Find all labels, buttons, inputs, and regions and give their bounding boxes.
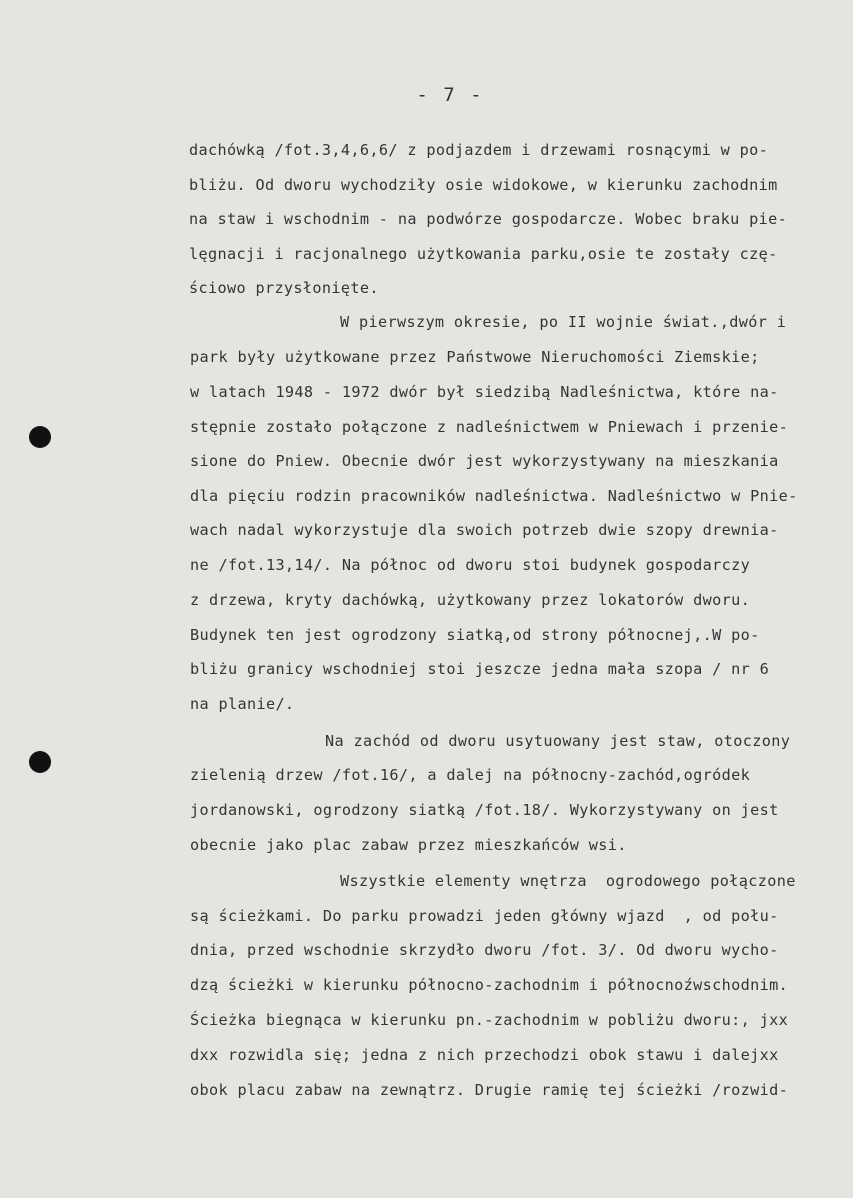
text-line: ściowo przysłonięte. bbox=[189, 279, 379, 297]
text-line: obok placu zabaw na zewnątrz. Drugie ramię tej ścieżki /rozwid- bbox=[190, 1081, 789, 1099]
text-line: w latach 1948 - 1972 dwór był siedzibą Nadleśnictwa, które na- bbox=[190, 383, 779, 401]
text-line: na staw i wschodnim - na podwórze gospodarcze. Wobec braku pie- bbox=[189, 210, 788, 228]
text-line: sione do Pniew. Obecnie dwór jest wykorzystywany na mieszkania bbox=[190, 452, 779, 470]
text-line: wach nadal wykorzystuje dla swoich potrzeb dwie szopy drewnia- bbox=[190, 521, 779, 539]
text-line: jordanowski, ogrodzony siatką /fot.18/. Wykorzystywany on jest bbox=[190, 801, 779, 819]
text-line: z drzewa, kryty dachówką, użytkowany przez lokatorów dworu. bbox=[190, 591, 751, 609]
text-line: dnia, przed wschodnie skrzydło dworu /fot. 3/. Od dworu wycho- bbox=[190, 941, 779, 959]
text-line: lęgnacji i racjonalnego użytkowania parku,osie te zostały czę- bbox=[189, 245, 778, 263]
text-line: W pierwszym okresie, po II wojnie świat.,dwór i bbox=[340, 313, 787, 331]
text-line: dzą ścieżki w kierunku północno-zachodnim i północnoźwschodnim. bbox=[190, 976, 789, 994]
text-line: dxx rozwidla się; jedna z nich przechodzi obok stawu i dalejxx bbox=[190, 1046, 779, 1064]
page-number: - 7 - bbox=[416, 84, 484, 106]
text-line: Ścieżka biegnąca w kierunku pn.-zachodnim w pobliżu dworu:, jxx bbox=[190, 1011, 789, 1029]
text-line: zielenią drzew /fot.16/, a dalej na północny-zachód,ogródek bbox=[190, 766, 751, 784]
text-line: bliżu. Od dworu wychodziły osie widokowe, w kierunku zachodnim bbox=[189, 176, 778, 194]
text-line: są ścieżkami. Do parku prowadzi jeden główny wjazd , od połu- bbox=[190, 907, 779, 925]
text-line: na planie/. bbox=[190, 695, 295, 713]
text-line: dla pięciu rodzin pracowników nadleśnictwa. Nadleśnictwo w Pnie- bbox=[190, 487, 798, 505]
text-line: stępnie zostało połączone z nadleśnictwem w Pniewach i przenie- bbox=[190, 418, 789, 436]
text-line: obecnie jako plac zabaw przez mieszkańców wsi. bbox=[190, 836, 627, 854]
text-line: Budynek ten jest ogrodzony siatką,od strony północnej,.W po- bbox=[190, 626, 760, 644]
text-line: park były użytkowane przez Państwowe Nieruchomości Ziemskie; bbox=[190, 348, 760, 366]
text-line: bliżu granicy wschodniej stoi jeszcze jedna mała szopa / nr 6 bbox=[190, 660, 770, 678]
text-line: dachówką /fot.3,4,6,6/ z podjazdem i drzewami rosnącymi w po- bbox=[189, 141, 769, 159]
text-line: Wszystkie elementy wnętrza ogrodowego połączone bbox=[340, 872, 796, 890]
text-line: Na zachód od dworu usytuowany jest staw, otoczony bbox=[325, 732, 791, 750]
text-line: ne /fot.13,14/. Na północ od dworu stoi budynek gospodarczy bbox=[190, 556, 751, 574]
